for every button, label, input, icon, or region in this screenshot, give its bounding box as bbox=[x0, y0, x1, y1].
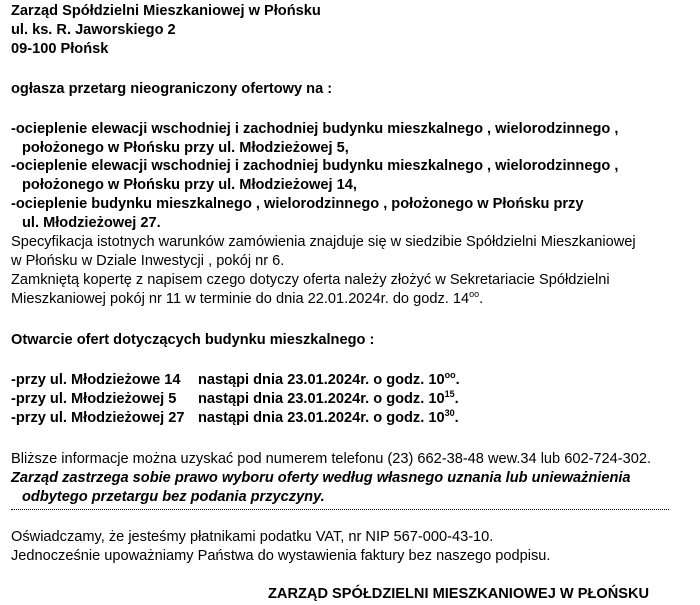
dotted-divider bbox=[11, 509, 669, 510]
opening-minutes-2: 15 bbox=[444, 389, 455, 399]
opening-time-1: nastąpi dnia 23.01.2024r. o godz. $10^{oo}$. bbox=[198, 370, 460, 388]
opening-time-2: nastąpi dnia 23.01.2024r. o godz. $10^{15}$. bbox=[198, 389, 459, 407]
item-line-4: położonego w Płońsku przy ul. Młodzieżowej 14, bbox=[22, 177, 357, 193]
item-line-2: położonego w Płońsku przy ul. Młodzieżowej 5, bbox=[22, 140, 349, 156]
deadline-line bbox=[11, 290, 483, 308]
deadline-text: Mieszkaniowej pokój nr 11 w terminie do dnia 22.01.2024r. do godz. 14 bbox=[11, 291, 470, 307]
spec-line-3: Zamkniętą kopertę z napisem czego dotyczy oferta należy złożyć w Sekretariacie Spółdzielni bbox=[11, 272, 610, 288]
opening-title: Otwarcie ofert dotyczących budynku mieszkalnego : bbox=[11, 332, 375, 348]
opening-minutes-1: oo bbox=[444, 370, 456, 380]
item-line-6: ul. Młodzieżowej 27. bbox=[22, 215, 161, 231]
item-line-1: -ocieplenie elewacji wschodniej i zachodniej budynku mieszkalnego , wielorodzinnego , bbox=[11, 121, 619, 137]
announcement: ogłasza przetarg nieograniczony ofertowy na : bbox=[11, 81, 333, 97]
item-line-3: -ocieplenie elewacji wschodniej i zachodniej budynku mieszkalnego , wielorodzinnego , bbox=[11, 158, 619, 174]
header-street: ul. ks. R. Jaworskiego 2 bbox=[11, 22, 176, 38]
vat-line-2: Jednocześnie upoważniamy Państwa do wystawienia faktury bez naszego podpisu. bbox=[11, 548, 551, 564]
opening-street-1: -przy ul. Młodzieżowe 14 bbox=[11, 372, 181, 388]
item-line-5: -ocieplenie budynku mieszkalnego , wielorodzinnego , położonego w Płońsku przy bbox=[11, 196, 584, 212]
header-org: Zarząd Spółdzielni Mieszkaniowej w Płońsku bbox=[11, 3, 321, 19]
deadline-end: . bbox=[479, 291, 484, 307]
reserve-line-2: odbytego przetargu bez podania przyczyny. bbox=[22, 489, 325, 505]
header-city: 09-100 Płońsk bbox=[11, 41, 109, 57]
opening-street-2: -przy ul. Młodzieżowej 5 bbox=[11, 391, 177, 407]
opening-street-3: -przy ul. Młodzieżowej 27 bbox=[11, 410, 185, 426]
deadline-minutes: oo bbox=[469, 289, 480, 299]
spec-line-1: Specyfikacja istotnych warunków zamówienia znajduje się w siedzibie Spółdzielni Mieszkaniowej bbox=[11, 234, 636, 250]
board-signature: ZARZĄD SPÓŁDZIELNI MIESZKANIOWEJ W PŁOŃSKU bbox=[268, 586, 650, 602]
opening-minutes-3: 30 bbox=[444, 408, 455, 418]
spec-line-2: w Płońsku w Dziale Inwestycji , pokój nr 6. bbox=[11, 253, 285, 269]
vat-line-1: Oświadczamy, że jesteśmy płatnikami podatku VAT, nr NIP 567-000-43-10. bbox=[11, 529, 494, 545]
reserve-line-1: Zarząd zastrzega sobie prawo wyboru oferty według własnego uznania lub unieważnienia bbox=[11, 470, 631, 486]
contact-info: Bliższe informacje można uzyskać pod numerem telefonu (23) 662-38-48 wew.34 lub 602-724-302. bbox=[11, 451, 652, 467]
opening-time-3: nastąpi dnia 23.01.2024r. o godz. $10^{30}$. bbox=[198, 408, 459, 426]
